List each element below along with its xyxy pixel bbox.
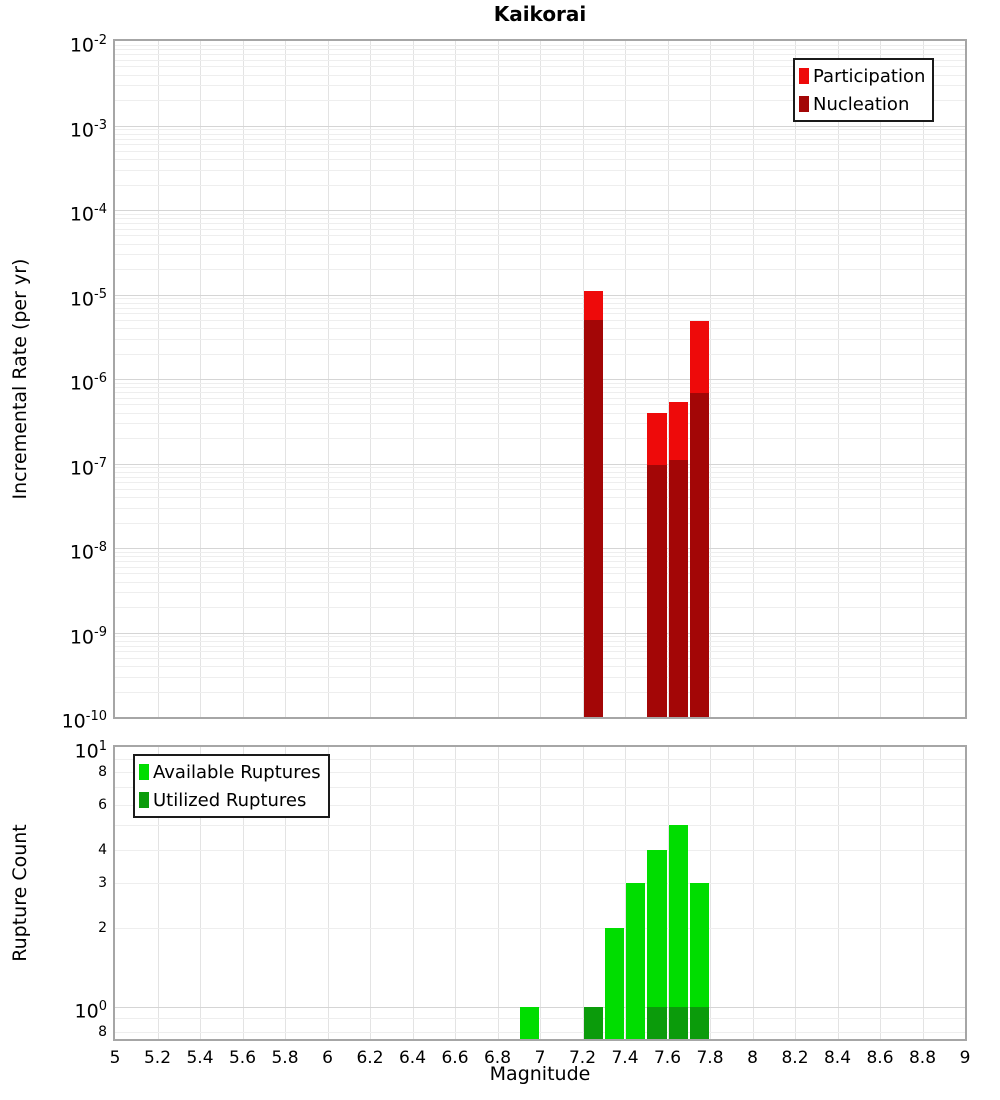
minor-gridline [115, 567, 965, 568]
minor-gridline [115, 170, 965, 171]
minor-gridline [115, 134, 965, 135]
y-minor-tick-label: 2 [98, 920, 107, 937]
minor-gridline [115, 144, 965, 145]
y-tick-label: $10^{-3}$ [69, 117, 107, 141]
minor-gridline [115, 1018, 965, 1019]
major-gridline [115, 633, 965, 634]
minor-gridline [115, 320, 965, 321]
x-tick-label: 5.6 [228, 1048, 257, 1068]
bar-utilized-ruptures [669, 1007, 688, 1039]
minor-gridline [115, 523, 965, 524]
minor-gridline [115, 607, 965, 608]
minor-gridline [115, 223, 965, 224]
available-ruptures-swatch-icon [139, 764, 149, 780]
bar-utilized-ruptures [584, 1007, 603, 1039]
participation-swatch-icon [799, 68, 809, 84]
minor-gridline [115, 313, 965, 314]
bar-utilized-ruptures [647, 1007, 666, 1039]
y-minor-tick-label: 8 [98, 764, 107, 781]
y-tick-label: $10^{-7}$ [69, 455, 107, 479]
vertical-gridline [455, 747, 456, 1039]
minor-gridline [115, 489, 965, 490]
minor-gridline [115, 413, 965, 414]
x-tick-label: 8.6 [866, 1048, 894, 1068]
x-tick-label: 5.4 [186, 1048, 214, 1068]
minor-gridline [115, 383, 965, 384]
chart-title: Kaikorai [493, 2, 587, 26]
major-gridline [115, 210, 965, 211]
legend-label: Available Ruptures [153, 761, 321, 783]
vertical-gridline [540, 747, 541, 1039]
minor-gridline [115, 398, 965, 399]
x-tick-label: 8.8 [908, 1048, 937, 1068]
minor-gridline [115, 883, 965, 884]
bar-nucleation [647, 465, 666, 717]
minor-gridline [115, 339, 965, 340]
bar-nucleation [584, 320, 603, 717]
vertical-gridline [583, 747, 584, 1039]
minor-gridline [115, 229, 965, 230]
x-tick-label: 6.8 [483, 1048, 512, 1068]
y-minor-tick-label: 8 [98, 1023, 107, 1040]
nucleation-swatch-icon [799, 96, 809, 112]
minor-gridline [115, 467, 965, 468]
minor-gridline [115, 308, 965, 309]
minor-gridline [115, 592, 965, 593]
minor-gridline [115, 269, 965, 270]
utilized-ruptures-swatch-icon [139, 792, 149, 808]
y-tick-label: $10^1$ [74, 739, 107, 763]
legend-item-utilized-ruptures [139, 786, 321, 814]
major-gridline [115, 548, 965, 549]
minor-gridline [115, 556, 965, 557]
y-tick-label: $10^{-5}$ [69, 286, 107, 310]
x-tick-label: 8 [747, 1048, 758, 1068]
top-y-axis-label: Incremental Rate (per yr) [9, 258, 31, 500]
minor-gridline [115, 129, 965, 130]
major-gridline [115, 1007, 965, 1008]
legend-item-available-ruptures [139, 758, 321, 786]
bar-available-ruptures [605, 928, 624, 1039]
minor-gridline [115, 235, 965, 236]
vertical-gridline [795, 747, 796, 1039]
minor-gridline [115, 641, 965, 642]
y-minor-tick-label: 4 [98, 842, 107, 859]
minor-gridline [115, 651, 965, 652]
bar-utilized-ruptures [690, 1007, 709, 1039]
minor-gridline [115, 658, 965, 659]
x-tick-label: 7.2 [568, 1048, 597, 1068]
minor-gridline [115, 666, 965, 667]
bar-available-ruptures [626, 883, 645, 1039]
minor-gridline [115, 552, 965, 553]
legend-item-participation [799, 62, 925, 90]
legend-item-nucleation [799, 90, 925, 118]
y-tick-label: $10^{-10}$ [61, 709, 107, 733]
minor-gridline [115, 928, 965, 929]
minor-gridline [115, 404, 965, 405]
vertical-gridline [370, 747, 371, 1039]
minor-gridline [115, 438, 965, 439]
bar-available-ruptures [520, 1007, 539, 1039]
minor-gridline [115, 646, 965, 647]
vertical-gridline [498, 747, 499, 1039]
minor-gridline [115, 244, 965, 245]
vertical-gridline [413, 747, 414, 1039]
bottom-y-axis-label: Rupture Count [9, 824, 31, 962]
minor-gridline [115, 825, 965, 826]
minor-gridline [115, 151, 965, 152]
x-tick-label: 5 [109, 1048, 121, 1068]
x-tick-label: 7 [534, 1048, 546, 1068]
y-tick-label: $10^{-6}$ [69, 371, 107, 395]
minor-gridline [115, 497, 965, 498]
x-tick-label: 9 [959, 1048, 971, 1068]
minor-gridline [115, 328, 965, 329]
minor-gridline [115, 54, 965, 55]
minor-gridline [115, 582, 965, 583]
minor-gridline [115, 298, 965, 299]
minor-gridline [115, 49, 965, 50]
minor-gridline [115, 185, 965, 186]
top-legend [793, 58, 934, 122]
legend-label: Participation [813, 65, 926, 87]
minor-gridline [115, 303, 965, 304]
minor-gridline [115, 218, 965, 219]
minor-gridline [115, 423, 965, 424]
x-tick-label: 6.6 [441, 1048, 469, 1068]
x-tick-label: 6 [322, 1048, 333, 1068]
bar-nucleation [690, 393, 709, 717]
vertical-gridline [923, 747, 924, 1039]
minor-gridline [115, 159, 965, 160]
minor-gridline [115, 354, 965, 355]
minor-gridline [115, 392, 965, 393]
minor-gridline [115, 573, 965, 574]
major-gridline [115, 464, 965, 465]
y-tick-label: $10^{-4}$ [69, 202, 107, 226]
minor-gridline [115, 636, 965, 637]
legend-label: Nucleation [813, 93, 910, 115]
y-tick-label: $10^{-8}$ [69, 540, 107, 564]
minor-gridline [115, 482, 965, 483]
bottom-legend [133, 754, 330, 818]
x-axis-label: Magnitude [489, 1063, 591, 1085]
minor-gridline [115, 508, 965, 509]
minor-gridline [115, 1032, 965, 1033]
x-tick-label: 5.8 [271, 1048, 299, 1068]
minor-gridline [115, 387, 965, 388]
minor-gridline [115, 214, 965, 215]
vertical-gridline [710, 747, 711, 1039]
minor-gridline [115, 692, 965, 693]
minor-gridline [115, 45, 965, 46]
major-gridline [115, 126, 965, 127]
minor-gridline [115, 477, 965, 478]
y-tick-label: $10^0$ [74, 998, 107, 1022]
minor-gridline [115, 254, 965, 255]
x-tick-label: 7.4 [611, 1048, 639, 1068]
y-minor-tick-label: 3 [98, 874, 107, 891]
x-tick-label: 6.2 [356, 1048, 384, 1068]
x-tick-label: 8.4 [823, 1048, 852, 1068]
x-tick-label: 7.8 [696, 1048, 724, 1068]
minor-gridline [115, 472, 965, 473]
y-minor-tick-label: 6 [98, 796, 107, 813]
legend-label: Utilized Ruptures [153, 789, 307, 811]
y-tick-label: $10^{-2}$ [69, 33, 107, 57]
x-tick-label: 8.2 [781, 1048, 809, 1068]
top-plot-area [61, 33, 967, 733]
minor-gridline [115, 850, 965, 851]
y-tick-label: $10^{-9}$ [69, 624, 107, 648]
bar-nucleation [669, 460, 688, 717]
x-tick-label: 7.6 [653, 1048, 682, 1068]
minor-gridline [115, 677, 965, 678]
vertical-gridline [753, 747, 754, 1039]
major-gridline [115, 295, 965, 296]
x-tick-label: 6.4 [398, 1048, 427, 1068]
minor-gridline [115, 561, 965, 562]
major-gridline [115, 379, 965, 380]
minor-gridline [115, 139, 965, 140]
vertical-gridline [838, 747, 839, 1039]
vertical-gridline [880, 747, 881, 1039]
x-tick-label: 5.2 [143, 1048, 172, 1068]
